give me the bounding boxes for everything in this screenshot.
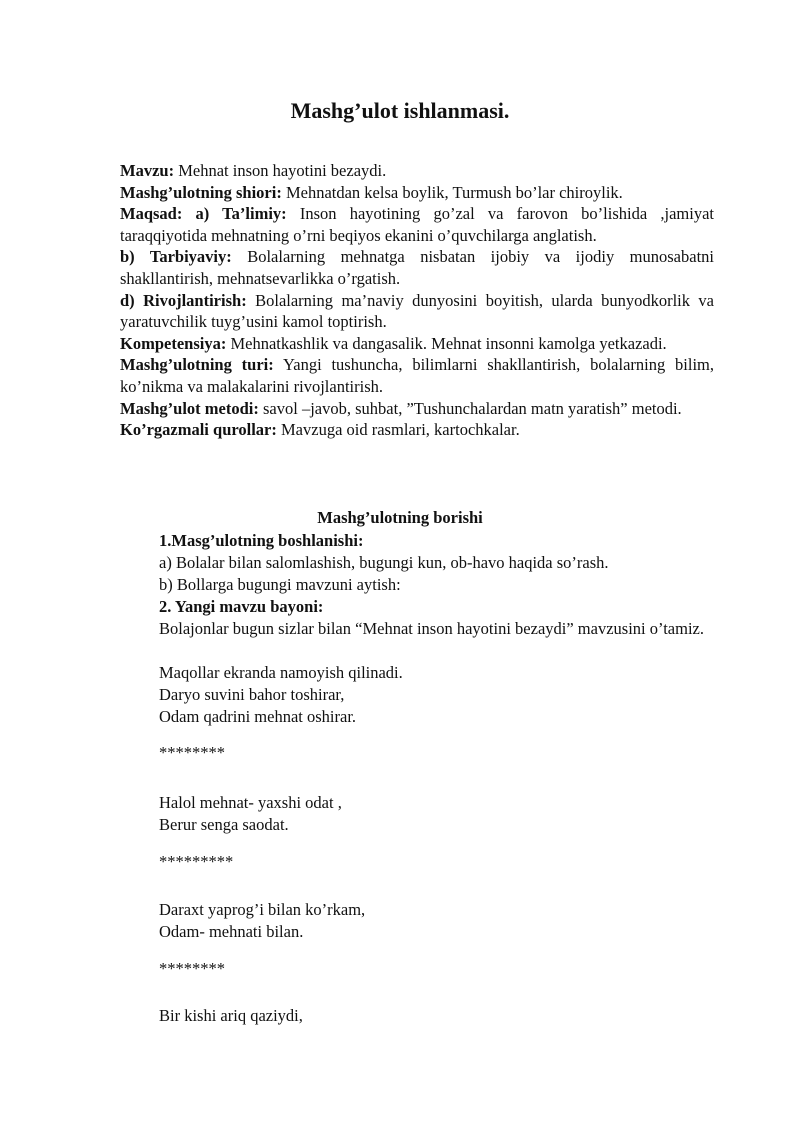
meta-label: d) Rivojlantirish: [120,290,247,310]
proverb-line: Odam- mehnati bilan. [159,922,304,941]
step1-heading: 1.Masg’ulotning boshlanishi: [159,531,364,550]
meta-label: Kompetensiya: [120,333,227,353]
step1-item-a: a) Bolalar bilan salomlashish, bugungi kun, ob-havo haqida so’rash. [159,553,609,572]
meta-motto [120,182,714,204]
step1-item-b: b) Bollarga bugungi mavzuni aytish: [159,575,401,594]
proverbs-intro: Maqollar ekranda namoyish qilinadi. [159,663,403,682]
meta-label: Mavzu: [120,161,175,180]
meta-goal-upbringing [120,246,714,289]
meta-text: Bolalarning mehnatga nisbatan ijobiy va ijodiy munosabatni shakllantirish, mehnatsevarlikka o’rgatish. [120,247,714,288]
meta-topic [120,160,714,182]
meta-label: Mashg’ulotning shiori: [120,182,282,202]
meta-label: Maqsad: a) Ta’limiy: [120,204,287,224]
proverb-line: Odam qadrini mehnat oshirar. [159,707,357,726]
meta-goal-educational [120,203,714,246]
meta-label: Mashg’ulot metodi: [120,398,259,418]
meta-lesson-type [120,354,714,397]
separator: ******** [159,959,225,978]
separator: ******** [159,743,225,762]
meta-label: Mashg’ulotning turi: [120,355,274,375]
meta-text: Inson hayotining go’zal va farovon bo’lishida ,jamiyat taraqqiyotida mehnatning o’rni beqiyos ekanini o’quvchilarga anglatish. [120,204,714,245]
meta-text: Mehnat inson hayotini bezaydi. [174,161,387,180]
meta-text: savol –javob, suhbat, ”Tushunchalardan matn yaratish” metodi. [258,398,682,418]
meta-text: Bolalarning ma’naviy dunyosini boyitish, ularda bunyodkorlik va yaratuvchilik tuyg’usini kamol toptirish. [120,290,714,332]
proverb-line: Daraxt yaprog’i bilan ko’rkam, [159,900,366,919]
step2-heading: 2. Yangi mavzu bayoni: [159,597,324,616]
meta-label: b) Tarbiyaviy: [120,247,232,267]
lesson-meta [120,160,714,441]
process-title: Mashg’ulotning borishi [317,508,483,527]
meta-goal-developmental [120,290,714,333]
meta-visual-aids [120,419,714,441]
step2-intro: Bolajonlar bugun sizlar bilan “Mehnat inson hayotini bezaydi” mavzusini o’tamiz. [159,619,704,638]
meta-competency [120,333,714,355]
document-title: Mashg’ulot ishlanmasi. [290,98,510,123]
proverb-line: Berur senga saodat. [159,815,289,834]
proverb-line: Halol mehnat- yaxshi odat , [159,793,342,812]
meta-text: Mavzuga oid rasmlari, kartochkalar. [276,420,520,440]
proverb-line: Daryo suvini bahor toshirar, [159,685,345,704]
meta-label: Ko’rgazmali qurollar: [120,420,277,440]
proverb-line: Bir kishi ariq qaziydi, [159,1006,303,1025]
separator: ********* [159,852,234,871]
meta-text: Yangi tushuncha, bilimlarni shakllantirish, bolalarning bilim, ko’nikma va malakalarini rivojlantirish. [120,355,715,396]
meta-method [120,398,714,420]
meta-text: Mehnatkashlik va dangasalik. Mehnat insonni kamolga yetkazadi. [226,333,667,353]
meta-text: Mehnatdan kelsa boylik, Turmush bo’lar chiroylik. [281,182,623,202]
